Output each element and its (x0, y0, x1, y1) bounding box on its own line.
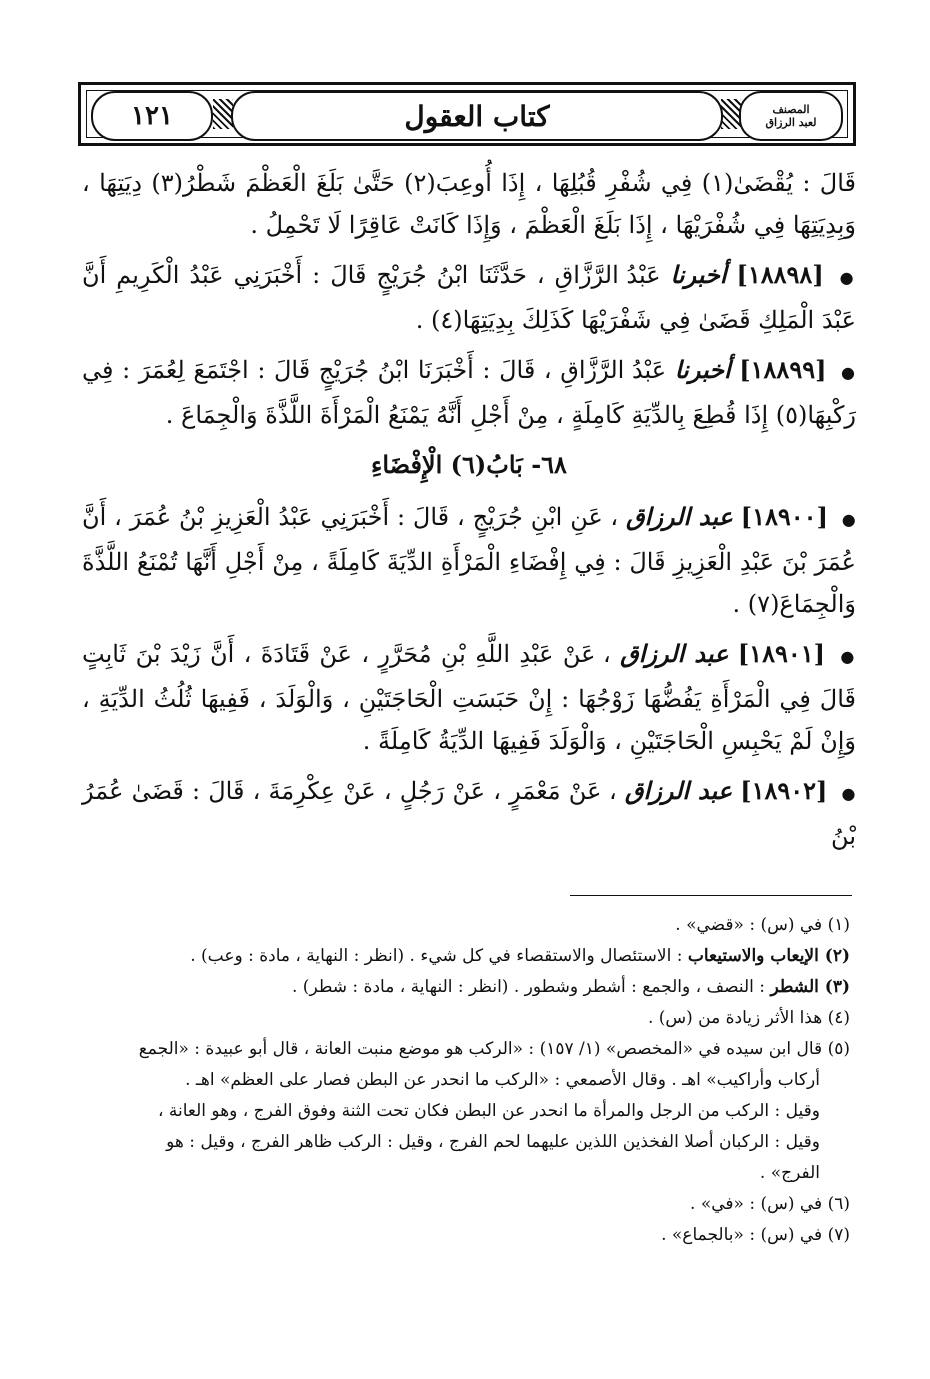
entry-number: [١٨٩٠٠] (740, 502, 828, 531)
ornament-right (721, 99, 741, 129)
bullet-icon: ● (841, 510, 856, 529)
narrator: عبد الرزاق (626, 502, 733, 531)
entry-number: [١٨٩٠٢] (740, 776, 828, 805)
footnote-4: (٤) هذا الأثر زيادة من (س) . (647, 1008, 850, 1028)
entry-text: عَبْدُ الرَّزَّاقِ ، حَدَّثَنَا ابْنُ جُرَيْجٍ قَالَ : أَخْبَرَنِي عَبْدُ الْكَرِيمِ أَنَّ عَبْدَ الْمَلِكِ قَضَىٰ فِي شَفْرَيْهَا كَذَلِكَ بِدِيَتِهَا(٤) . (82, 261, 856, 334)
footnote-2 (80, 941, 850, 972)
footnote-3 (80, 972, 850, 1003)
footnote-divider (570, 895, 852, 896)
footnote-term: (٢) الإيعاب والاستيعاب (687, 946, 850, 966)
narrator: أخبرنا (670, 260, 727, 289)
entry-text: ، عَنْ مَعْمَرٍ ، عَنْ رَجُلٍ ، عَنْ عِكْرِمَةَ ، قَالَ : قَضَىٰ عُمَرُ بْنُ (82, 777, 856, 850)
entry-number: [١٨٨٩٨] (736, 260, 824, 289)
entry-18902 (82, 770, 856, 857)
entry-18899 (82, 349, 856, 436)
entry-18898 (82, 254, 856, 341)
paragraph-continued: قَالَ : يُقْضَىٰ(١) فِي شُفْرِ قُبُلِهَا ، إِذَا أُوعِبَ(٢) حَتَّىٰ بَلَغَ الْعَظْمَ شَطْرُ(٣) دِيَتِهَا ، وَبِدِيَتِهَا فِي شُفْرَيْهَا ، إِذَا بَلَغَ الْعَظْمَ ، وَإِذَا كَانَتْ عَاقِرًا لَا تَحْمِلُ . (82, 169, 856, 239)
entry-18901 (82, 633, 856, 762)
seal-line-1: المصنف (772, 103, 810, 116)
narrator: عبد الرزاق (620, 639, 729, 668)
bullet-icon: ● (840, 647, 856, 666)
seal-line-2: لعبد الرزاق (765, 116, 817, 129)
page-number: ١٢١ (91, 91, 213, 141)
footnote-6: (٦) في (س) : «في» . (690, 1194, 850, 1214)
book-title: كتاب العقول (231, 91, 723, 141)
ornament-left (213, 99, 233, 129)
footnote-text: : النصف ، والجمع : أشطر وشطور . (انظر : النهاية ، مادة : شطر) . (292, 977, 766, 997)
footnotes (80, 910, 850, 1251)
page-header (78, 82, 856, 146)
footnote-7: (٧) في (س) : «بالجماع» . (661, 1225, 850, 1245)
footnote-5-line-5: الفرج» . (759, 1163, 820, 1183)
narrator: أخبرنا (674, 355, 731, 384)
entry-number: [١٨٩٠١] (737, 639, 825, 668)
seal-logo (739, 91, 843, 141)
entry-text: ، عَنْ عَبْدِ اللَّهِ بْنِ مُحَرَّرٍ ، عَنْ قَتَادَةَ ، أَنَّ زَيْدَ بْنَ ثَابِتٍ قَالَ فِي الْمَرْأَةِ يَفُضُّهَا زَوْجُهَا : إِنْ حَبَسَتِ الْحَاجَتَيْنِ ، وَالْوَلَدَ ، فَفِيهَا ثُلُثُ الدِّيَةِ ، وَإِنْ لَمْ يَحْبِسِ الْحَاجَتَيْنِ ، وَالْوَلَدَ فَفِيهَا الدِّيَةُ كَامِلَةً . (82, 640, 857, 755)
chapter-heading: ٦٨- بَابُ(٦) الْإِفْضَاءِ (371, 450, 567, 479)
bullet-icon: ● (841, 363, 856, 382)
footnote-5-line-3: وقيل : الركب من الرجل والمرأة ما انحدر عن البطن فكان تحت الثنة وفوق الفرج ، وهو العانة ، (158, 1101, 820, 1121)
entry-number: [١٨٨٩٩] (739, 355, 827, 384)
entry-text: ، عَنِ ابْنِ جُرَيْجٍ ، قَالَ : أَخْبَرَنِي عَبْدُ الْعَزِيزِ بْنُ عُمَرَ ، أَنَّ عُمَرَ بْنَ عَبْدِ الْعَزِيزِ قَالَ : فِي إِفْضَاءِ الْمَرْأَةِ الدِّيَةَ كَامِلَةً ، مِنْ أَجْلِ أَنَّهَا تُمْنَعُ اللَّذَّةَ وَالْجِمَاعَ(٧) . (82, 503, 856, 618)
footnote-5-line-2: أركاب وأراكيب» اهـ . وقال الأصمعي : «الركب ما انحدر عن البطن فصار على العظم» اهـ . (185, 1070, 820, 1090)
entry-18900 (82, 496, 856, 625)
footnote-1: (١) في (س) : «قضي» . (675, 915, 850, 935)
footnote-5: (٥) قال ابن سيده في «المخصص» (١/ ١٥٧) : «الركب هو موضع منبت العانة ، قال أبو عبيدة : «الجمع (138, 1039, 850, 1059)
narrator: عبد الرزاق (624, 776, 733, 805)
entry-text: عَبْدُ الرَّزَّاقِ ، قَالَ : أَخْبَرَنَا ابْنُ جُرَيْجٍ قَالَ : اجْتَمَعَ لِعُمَرَ : فِي رَكْبِهَا(٥) إِذَا قُطِعَ بِالدِّيَةِ كَامِلَةٍ ، مِنْ أَجْلِ أَنَّهُ يَمْنَعُ الْمَرْأَةَ اللَّذَّةَ وَالْجِمَاعَ . (82, 356, 856, 429)
main-text (82, 162, 856, 865)
bullet-icon: ● (839, 268, 856, 287)
footnote-term: (٣) الشطر (770, 977, 850, 997)
footnote-5-line-4: وقيل : الركبان أصلا الفخذين اللذين عليهما لحم الفرج ، وقيل : الركب ظاهر الفرج ، وقيل : هو (166, 1132, 820, 1152)
bullet-icon: ● (841, 784, 856, 803)
footnote-text: : الاستئصال والاستقصاء في كل شيء . (انظر : النهاية ، مادة : وعب) . (190, 946, 683, 966)
